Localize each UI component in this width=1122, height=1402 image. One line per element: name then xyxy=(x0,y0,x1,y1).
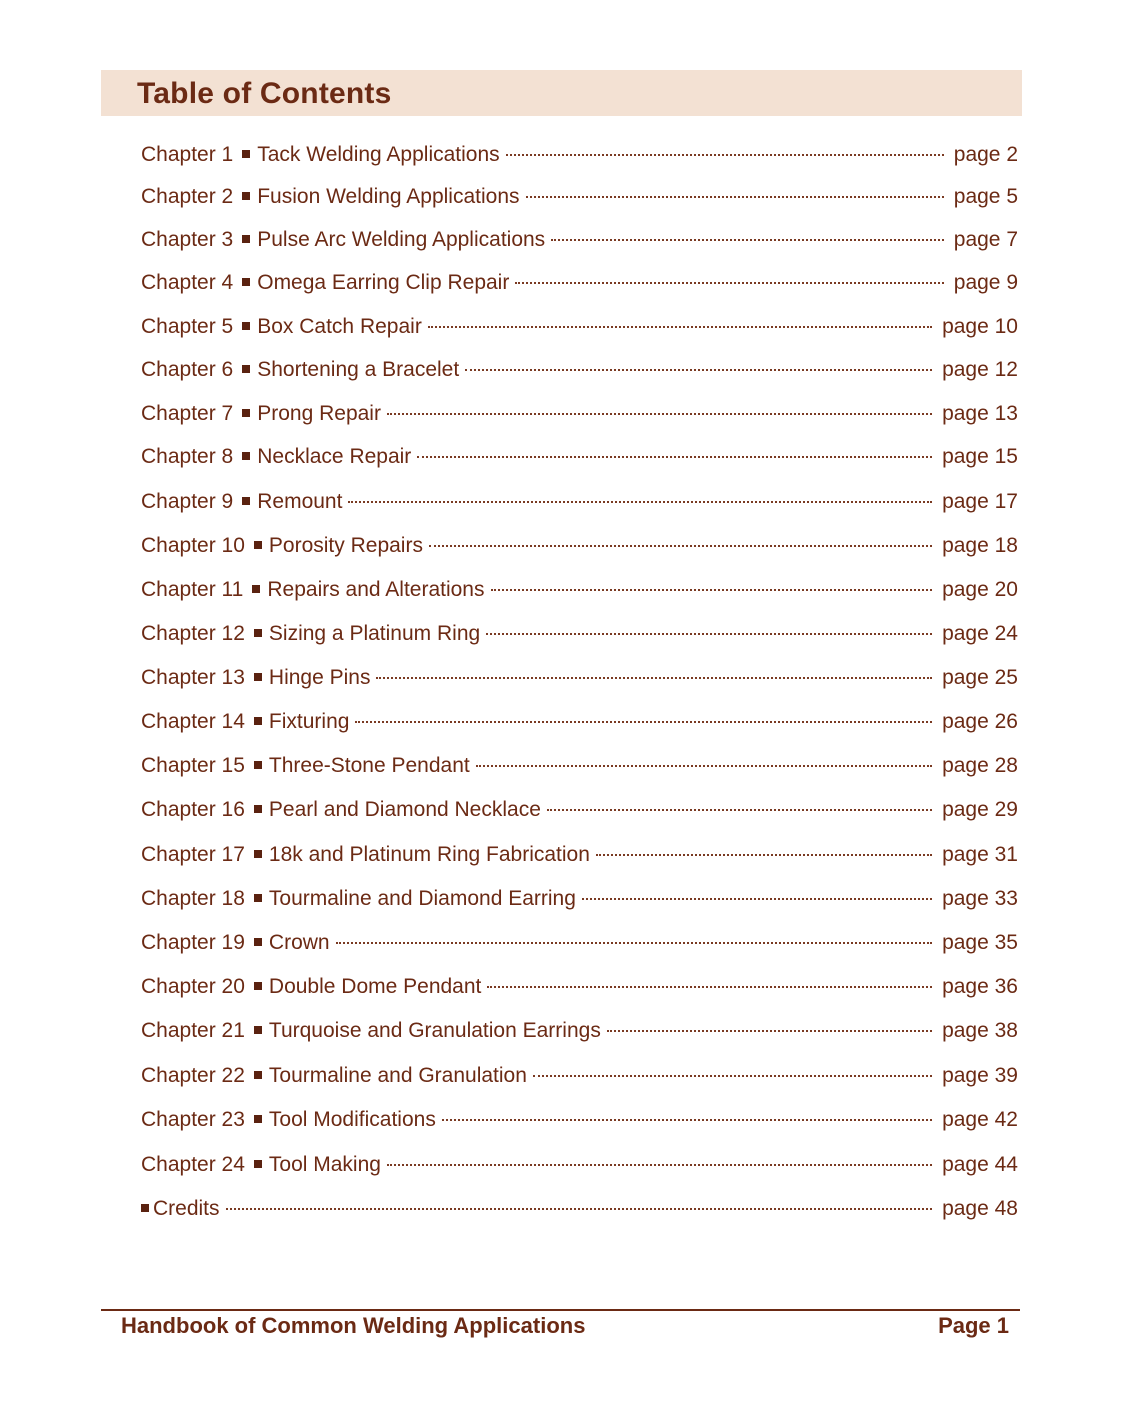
toc-entry[interactable] xyxy=(141,354,1018,386)
square-bullet-icon xyxy=(254,717,262,725)
toc-entry[interactable] xyxy=(141,971,1018,1003)
chapter-title: Tourmaline and Granulation xyxy=(268,1064,527,1087)
dot-leader xyxy=(429,545,932,547)
chapter-number: Chapter 17 xyxy=(141,843,245,866)
chapter-number: Chapter 4 xyxy=(141,271,234,294)
square-bullet-icon xyxy=(254,982,262,990)
page-title: Table of Contents xyxy=(137,77,392,110)
toc-entry[interactable] xyxy=(141,139,1018,171)
page-reference: page 35 xyxy=(942,931,1018,954)
page-reference: page 17 xyxy=(942,490,1018,513)
chapter-title: Hinge Pins xyxy=(268,666,371,689)
toc-entry[interactable] xyxy=(141,839,1018,871)
chapter-title: 18k and Platinum Ring Fabrication xyxy=(268,843,590,866)
page-reference: page 13 xyxy=(942,402,1018,425)
chapter-number: Chapter 18 xyxy=(141,887,245,910)
footer-divider xyxy=(101,1309,1020,1311)
toc-entry[interactable] xyxy=(141,398,1018,430)
toc-entry[interactable] xyxy=(141,1149,1018,1181)
chapter-title: Fusion Welding Applications xyxy=(257,185,520,208)
dot-leader xyxy=(387,413,932,415)
square-bullet-icon xyxy=(254,805,262,813)
square-bullet-icon xyxy=(254,850,262,858)
toc-entry[interactable] xyxy=(141,706,1018,738)
chapter-number: Chapter 21 xyxy=(141,1019,245,1042)
dot-leader xyxy=(417,456,932,458)
chapter-title: Tourmaline and Diamond Earring xyxy=(268,887,576,910)
square-bullet-icon xyxy=(242,192,250,200)
square-bullet-icon xyxy=(242,497,250,505)
chapter-number: Chapter 15 xyxy=(141,754,245,777)
square-bullet-icon xyxy=(254,1071,262,1079)
chapter-number: Chapter 7 xyxy=(141,402,234,425)
square-bullet-icon xyxy=(242,278,250,286)
dot-leader xyxy=(428,326,932,328)
chapter-title: Tool Making xyxy=(268,1153,381,1176)
chapter-number: Chapter 6 xyxy=(141,358,234,381)
chapter-title: Remount xyxy=(257,490,343,513)
toc-entry[interactable] xyxy=(141,530,1018,562)
dot-leader xyxy=(582,898,932,900)
dot-leader xyxy=(226,1208,933,1210)
page-reference: page 5 xyxy=(953,185,1018,208)
page-reference: page 39 xyxy=(942,1064,1018,1087)
dot-leader xyxy=(442,1119,932,1121)
page-reference: page 28 xyxy=(942,754,1018,777)
page-reference: page 48 xyxy=(942,1197,1018,1220)
dot-leader xyxy=(336,942,932,944)
chapter-title: Tack Welding Applications xyxy=(257,143,500,166)
dot-leader xyxy=(348,501,932,503)
square-bullet-icon xyxy=(141,1204,149,1212)
toc-entry[interactable] xyxy=(141,618,1018,650)
square-bullet-icon xyxy=(242,452,250,460)
credits-title: Credits xyxy=(153,1197,220,1220)
chapter-number: Chapter 20 xyxy=(141,975,245,998)
page-reference: page 10 xyxy=(942,315,1018,338)
footer-book-title: Handbook of Common Welding Applications xyxy=(121,1313,586,1338)
square-bullet-icon xyxy=(254,761,262,769)
chapter-title: Omega Earring Clip Repair xyxy=(257,271,510,294)
page-reference: page 29 xyxy=(942,798,1018,821)
chapter-title: Pulse Arc Welding Applications xyxy=(257,228,546,251)
chapter-title: Necklace Repair xyxy=(257,445,412,468)
toc-header-band xyxy=(101,70,1022,116)
dot-leader xyxy=(547,809,932,811)
toc-entry[interactable] xyxy=(141,927,1018,959)
square-bullet-icon xyxy=(242,322,250,330)
page-reference: page 44 xyxy=(942,1153,1018,1176)
chapter-number: Chapter 5 xyxy=(141,315,234,338)
square-bullet-icon xyxy=(254,894,262,902)
chapter-number: Chapter 13 xyxy=(141,666,245,689)
square-bullet-icon xyxy=(254,629,262,637)
chapter-number: Chapter 8 xyxy=(141,445,234,468)
dot-leader xyxy=(551,239,944,241)
dot-leader xyxy=(465,369,932,371)
page-reference: page 24 xyxy=(942,622,1018,645)
toc-entry[interactable] xyxy=(141,181,1018,213)
chapter-number: Chapter 22 xyxy=(141,1064,245,1087)
chapter-title: Box Catch Repair xyxy=(257,315,422,338)
chapter-number: Chapter 10 xyxy=(141,534,245,557)
square-bullet-icon xyxy=(254,1115,262,1123)
dot-leader xyxy=(515,282,943,284)
dot-leader xyxy=(533,1075,932,1077)
page-reference: page 18 xyxy=(942,534,1018,557)
dot-leader xyxy=(486,633,932,635)
square-bullet-icon xyxy=(254,1026,262,1034)
chapter-title: Pearl and Diamond Necklace xyxy=(268,798,541,821)
chapter-number: Chapter 12 xyxy=(141,622,245,645)
toc-entry[interactable] xyxy=(141,1104,1018,1136)
dot-leader xyxy=(387,1164,932,1166)
chapter-number: Chapter 24 xyxy=(141,1153,245,1176)
chapter-number: Chapter 11 xyxy=(141,578,244,601)
square-bullet-icon xyxy=(254,673,262,681)
page-reference: page 25 xyxy=(942,666,1018,689)
page-reference: page 36 xyxy=(942,975,1018,998)
chapter-number: Chapter 9 xyxy=(141,490,234,513)
toc-entry[interactable] xyxy=(141,662,1018,694)
square-bullet-icon xyxy=(254,541,262,549)
toc-entry[interactable] xyxy=(141,267,1018,299)
chapter-number: Chapter 19 xyxy=(141,931,245,954)
page-reference: page 12 xyxy=(942,358,1018,381)
page-reference: page 33 xyxy=(942,887,1018,910)
chapter-title: Three-Stone Pendant xyxy=(268,754,470,777)
dot-leader xyxy=(487,986,932,988)
chapter-number: Chapter 14 xyxy=(141,710,245,733)
dot-leader xyxy=(506,154,944,156)
toc-entry[interactable] xyxy=(141,486,1018,518)
page-reference: page 20 xyxy=(942,578,1018,601)
chapter-title: Prong Repair xyxy=(257,402,381,425)
square-bullet-icon xyxy=(242,365,250,373)
chapter-number: Chapter 1 xyxy=(141,143,234,166)
chapter-title: Crown xyxy=(268,931,330,954)
toc-entry-credits[interactable] xyxy=(141,1193,1018,1225)
dot-leader xyxy=(355,721,932,723)
chapter-title: Sizing a Platinum Ring xyxy=(268,622,481,645)
square-bullet-icon xyxy=(252,585,260,593)
page-reference: page 9 xyxy=(953,271,1018,294)
dot-leader xyxy=(607,1030,932,1032)
page-reference: page 7 xyxy=(953,228,1018,251)
chapter-title: Porosity Repairs xyxy=(268,534,423,557)
chapter-title: Double Dome Pendant xyxy=(268,975,482,998)
toc-entry[interactable] xyxy=(141,224,1018,256)
chapter-title: Turquoise and Granulation Earrings xyxy=(268,1019,601,1042)
page-reference: page 38 xyxy=(942,1019,1018,1042)
page-reference: page 31 xyxy=(942,843,1018,866)
page-reference: page 26 xyxy=(942,710,1018,733)
page-reference: page 42 xyxy=(942,1108,1018,1131)
toc-entry[interactable] xyxy=(141,441,1018,473)
chapter-number: Chapter 23 xyxy=(141,1108,245,1131)
toc-entry[interactable] xyxy=(141,1060,1018,1092)
toc-entry[interactable] xyxy=(141,574,1018,606)
chapter-number: Chapter 16 xyxy=(141,798,245,821)
dot-leader xyxy=(376,677,932,679)
footer-page-number: Page 1 xyxy=(938,1313,1009,1338)
chapter-number: Chapter 3 xyxy=(141,228,234,251)
toc-entry[interactable] xyxy=(141,1015,1018,1047)
square-bullet-icon xyxy=(242,409,250,417)
dot-leader xyxy=(491,589,933,591)
square-bullet-icon xyxy=(254,938,262,946)
chapter-title: Repairs and Alterations xyxy=(267,578,485,601)
toc-entry[interactable] xyxy=(141,311,1018,343)
chapter-title: Shortening a Bracelet xyxy=(257,358,460,381)
page-reference: page 2 xyxy=(953,143,1018,166)
square-bullet-icon xyxy=(242,150,250,158)
square-bullet-icon xyxy=(254,1160,262,1168)
chapter-number: Chapter 2 xyxy=(141,185,234,208)
toc-entry[interactable] xyxy=(141,750,1018,782)
chapter-title: Tool Modifications xyxy=(268,1108,436,1131)
dot-leader xyxy=(596,854,932,856)
page-reference: page 15 xyxy=(942,445,1018,468)
toc-entry[interactable] xyxy=(141,794,1018,826)
toc-entry[interactable] xyxy=(141,883,1018,915)
chapter-title: Fixturing xyxy=(268,710,350,733)
dot-leader xyxy=(476,765,932,767)
dot-leader xyxy=(526,196,944,198)
square-bullet-icon xyxy=(242,235,250,243)
